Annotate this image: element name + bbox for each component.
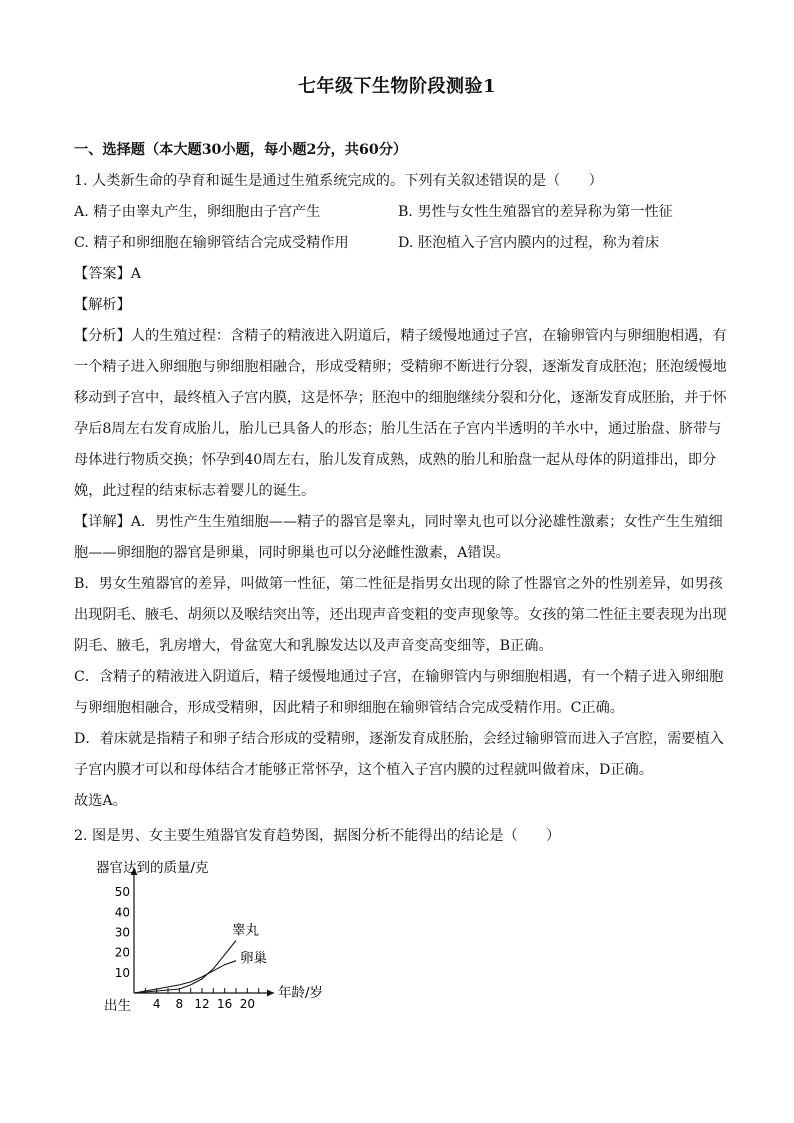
q1-option-b: B. 男性与女性生殖器官的差异称为第一性征 <box>398 204 673 220</box>
origin-label: 出生 <box>104 998 131 1014</box>
y-tick-label: 30 <box>114 925 130 940</box>
detail-line: 故选A。 <box>74 793 127 809</box>
analysis-line: 孕后8周左右发育成胎儿，胎儿已具备人的形态；胎儿生活在子宫内半透明的羊水中，通过胎盘、脐带与 <box>74 421 722 437</box>
series-label: 睾丸 <box>232 922 259 939</box>
question-1-stem: 1. 人类新生命的孕育和诞生是通过生殖系统完成的。下列有关叙述错误的是（ ） <box>74 173 603 189</box>
x-tick-label: 8 <box>175 997 184 1011</box>
section-heading: 一、选择题（本大题30小题，每小题2分，共60分） <box>74 142 408 158</box>
y-tick-label: 20 <box>114 945 130 960</box>
x-tick-label: 16 <box>217 997 233 1011</box>
detail-line: 阴毛、腋毛，乳房增大，骨盆宽大和乳腺发达以及声音变高变细等，B正确。 <box>74 638 553 654</box>
detail-line: 【详解】A．男性产生生殖细胞——精子的器官是睾丸，同时睾丸也可以分泌雄性激素；女性产生生殖细 <box>74 514 723 530</box>
y-axis-label: 器官达到的质量/克 <box>96 860 209 876</box>
analysis-line: 娩，此过程的结束标志着婴儿的诞生。 <box>74 483 316 499</box>
detail-line: 胞——卵细胞的器官是卵巢，同时卵巢也可以分泌雌性激素，A错误。 <box>74 545 510 561</box>
detail-line: 出现阴毛、腋毛、胡须以及喉结突出等，还出现声音变粗的变声现象等。女孩的第二性征主要表现为出现 <box>74 607 727 623</box>
organ-growth-chart <box>94 858 324 1023</box>
series-label: 卵巢 <box>240 950 267 967</box>
x-axis-label: 年龄/岁 <box>278 985 324 1001</box>
page-title: 七年级下生物阶段测验1 <box>297 76 497 97</box>
x-tick-label: 20 <box>239 997 255 1011</box>
series-line-ovary <box>134 961 236 993</box>
question-2-stem: 2. 图是男、女主要生殖器官发育趋势图，据图分析不能得出的结论是（ ） <box>74 828 561 844</box>
analysis-line: 一个精子进入卵细胞与卵细胞相融合，形成受精卵；受精卵不断进行分裂，逐渐发育成胚泡；胚泡缓慢地 <box>74 359 727 375</box>
y-tick-label: 10 <box>114 965 130 980</box>
y-tick-label: 50 <box>114 885 130 900</box>
q1-option-a: A. 精子由睾丸产生，卵细胞由子宫产生 <box>74 204 321 220</box>
y-tick-label: 40 <box>114 905 130 920</box>
x-tick-label: 12 <box>194 997 210 1011</box>
q1-option-c: C. 精子和卵细胞在输卵管结合完成受精作用 <box>74 235 349 251</box>
x-axis-arrow <box>267 990 274 997</box>
detail-line: C．含精子的精液进入阴道后，精子缓慢地通过子宫，在输卵管内与卵细胞相遇，有一个精子进入卵细胞 <box>74 669 724 685</box>
analysis-line: 母体进行物质交换；怀孕到40周左右，胎儿发育成熟，成熟的胎儿和胎盘一起从母体的阴道排出，即分 <box>74 452 717 468</box>
q1-analysis-label: 【解析】 <box>74 297 131 313</box>
detail-line: B．男女生殖器官的差异，叫做第一性征，第二性征是指男女出现的除了性器官之外的性别差异，如男孩 <box>74 576 723 592</box>
detail-line: D．着床就是指精子和卵子结合形成的受精卵，逐渐发育成胚胎，会经过输卵管而进入子宫腔，需要植入 <box>74 731 724 747</box>
analysis-line: 移动到子宫中，最终植入子宫内膜，这是怀孕；胚泡中的细胞继续分裂和分化，逐渐发育成胚胎，并于怀 <box>74 390 727 406</box>
analysis-line: 【分析】人的生殖过程：含精子的精液进入阴道后，精子缓慢地通过子宫，在输卵管内与卵细胞相遇，有 <box>74 328 727 344</box>
q1-option-d: D. 胚泡植入子宫内膜内的过程，称为着床 <box>398 235 660 251</box>
detail-line: 子宫内膜才可以和母体结合才能够正常怀孕，这个植入子宫内膜的过程就叫做着床，D正确。 <box>74 762 653 778</box>
q1-answer: 【答案】A <box>74 266 141 282</box>
x-tick-label: 4 <box>152 997 161 1011</box>
detail-line: 与卵细胞相融合，形成受精卵，因此精子和卵细胞在输卵管结合完成受精作用。C正确。 <box>74 700 624 716</box>
